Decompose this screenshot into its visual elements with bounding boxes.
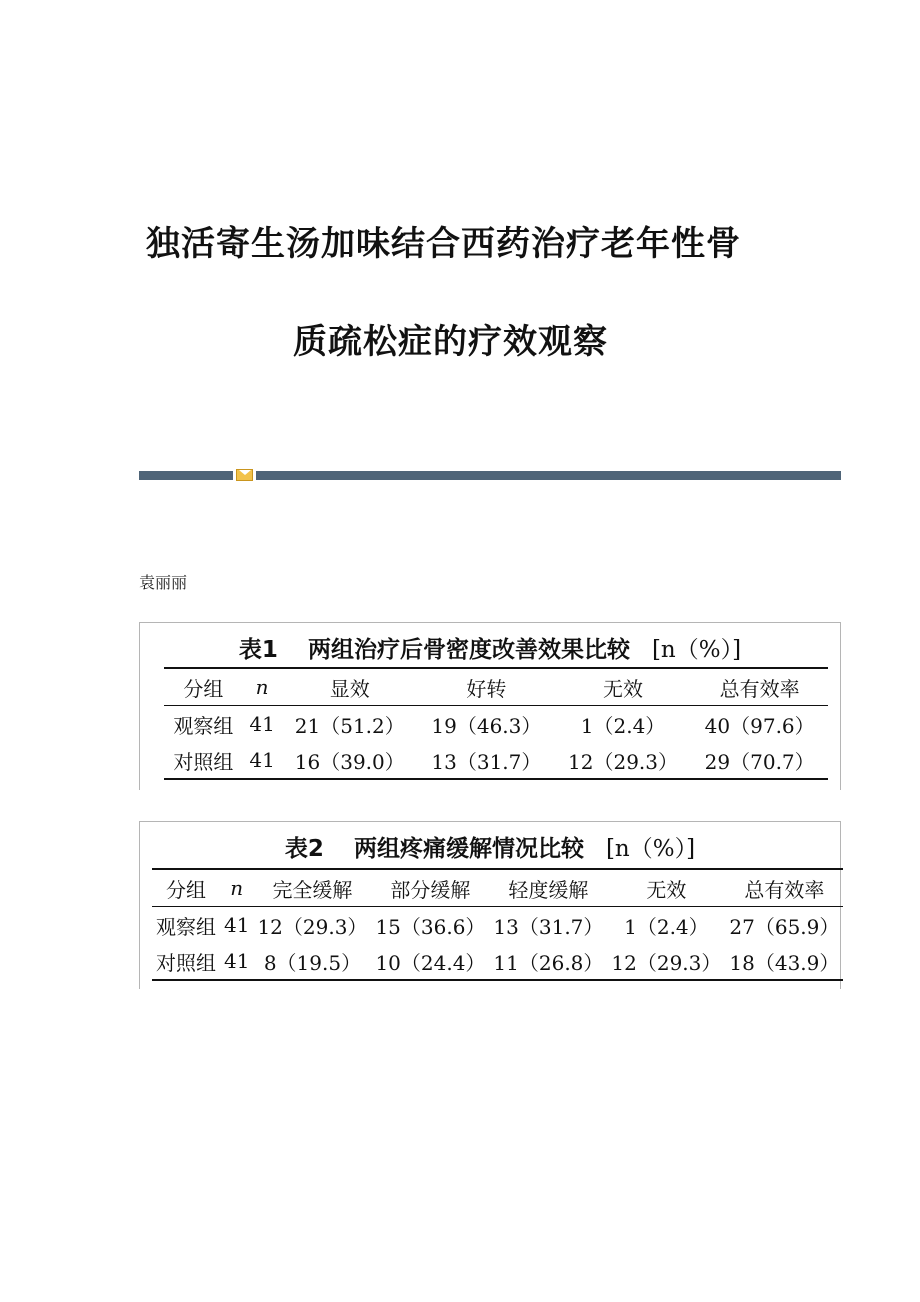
column-header: 总有效率 [719,676,800,701]
author-name: 袁丽丽 [139,573,188,592]
table-1-title: 两组治疗后骨密度改善效果比较 [307,637,630,663]
column-header: 显效 [329,676,370,701]
table-cell: 对照组 [173,749,234,774]
table-cell: 8（19.5） [263,950,362,975]
table-cell: 11（26.8） [493,950,604,975]
table-cell: 12（29.3） [568,749,679,774]
table-cell: 观察组 [156,914,216,939]
table-cell: 10（24.4） [375,950,486,975]
table-row [164,706,828,743]
table-2-caption [140,830,840,863]
table-2-label: 表2 [284,836,324,862]
table-cell: 13（31.7） [493,914,604,939]
table-cell: 29（70.7） [704,749,815,774]
table-cell: 观察组 [173,713,234,738]
table-2-unit: [n（%）] [605,836,696,862]
table-cell: 16（39.0） [294,749,405,774]
column-header: 完全缓解 [272,877,353,902]
table-2 [139,821,841,989]
divider-bar-left [139,471,233,480]
table-1-grid [164,667,828,780]
table-header-row [152,869,843,907]
column-header: 总有效率 [744,877,825,902]
column-header: 无效 [646,877,687,902]
table-cell: 19（46.3） [431,713,542,738]
table-cell: 1（2.4） [624,914,709,939]
column-header: 轻度缓解 [508,877,589,902]
column-header: 无效 [603,676,644,701]
table-cell: 27（65.9） [729,914,840,939]
table-cell: 40（97.6） [704,713,815,738]
table-cell: 13（31.7） [431,749,542,774]
table-row [152,907,843,944]
table-1-unit: [n（%）] [651,637,742,663]
table-header-row [164,668,828,706]
document-title-line-2: 质疏松症的疗效观察 [293,322,608,362]
table-1-caption [140,631,840,664]
table-cell: 12（29.3） [257,914,368,939]
column-header: 部分缓解 [390,877,471,902]
table-1 [139,622,841,790]
table-cell: 41 [249,712,275,736]
table-cell: 41 [224,949,250,973]
table-2-title: 两组疼痛缓解情况比较 [353,836,584,862]
column-header: 好转 [466,676,507,701]
column-header: n [255,675,269,699]
table-row [164,742,828,779]
table-cell: 18（43.9） [729,950,840,975]
table-cell: 21（51.2） [294,713,405,738]
column-header: 分组 [166,877,206,902]
table-cell: 41 [249,748,275,772]
table-2-grid [152,868,843,981]
table-row [152,943,843,980]
table-1-label: 表1 [238,637,278,663]
section-divider [139,471,841,480]
table-cell: 15（36.6） [375,914,486,939]
table-cell: 对照组 [156,950,216,975]
table-cell: 1（2.4） [580,713,666,738]
table-cell: 41 [224,913,250,937]
envelope-icon [236,469,253,481]
table-cell: 12（29.3） [611,950,722,975]
column-header: n [230,876,244,900]
divider-bar-right [256,471,841,480]
column-header: 分组 [183,676,224,701]
document-title-line-1: 独活寄生汤加味结合西药治疗老年性骨 [146,224,741,264]
